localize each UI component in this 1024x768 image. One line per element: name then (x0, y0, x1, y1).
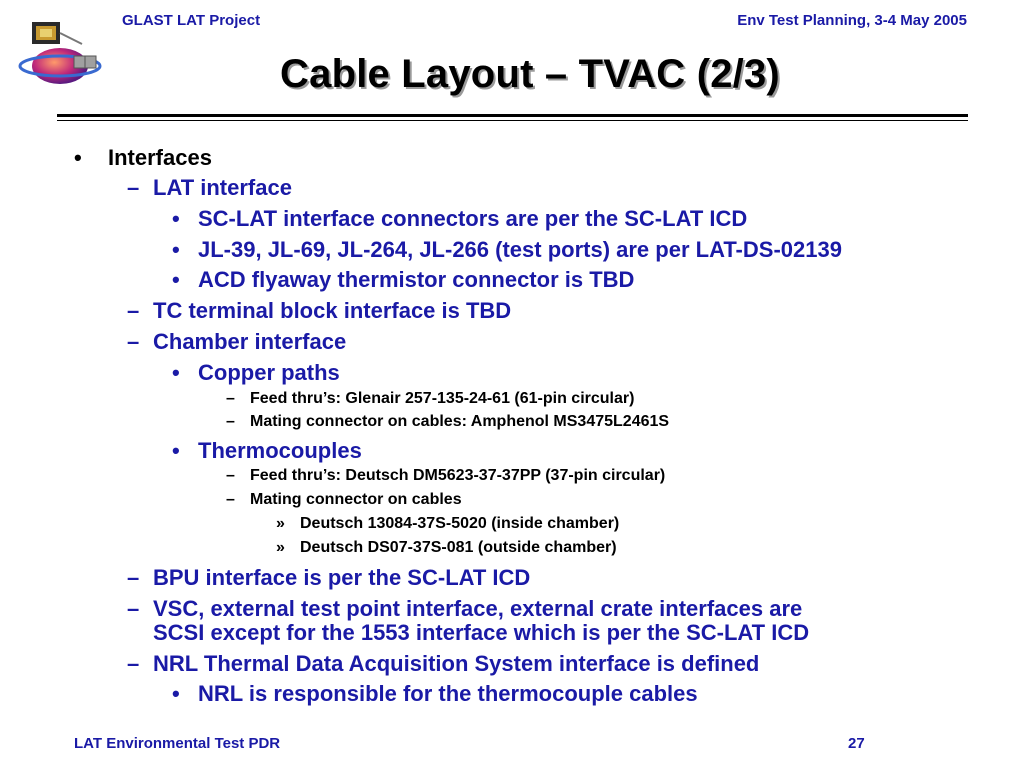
bullet-bpu-interface: BPU interface is per the SC-LAT ICD (153, 565, 531, 590)
bullet-lat-interface: LAT interface (153, 175, 292, 200)
dash-marker: – (127, 565, 140, 590)
bullet-nrl-responsible: NRL is responsible for the thermocouple cables (198, 681, 698, 706)
slide-title: Cable Layout – TVAC (2/3) (280, 52, 780, 96)
bullet-tc-feedthru: Feed thru’s: Deutsch DM5623-37-37PP (37-pin circular) (250, 467, 666, 484)
bullet-marker: • (172, 681, 180, 706)
dash-marker: – (127, 329, 140, 354)
guillemet-marker: » (276, 515, 285, 532)
bullet-tc-terminal: TC terminal block interface is TBD (153, 298, 512, 323)
footer-page-number: 27 (848, 735, 865, 752)
bullet-deutsch-inside: Deutsch 13084-37S-5020 (inside chamber) (300, 515, 620, 532)
bullet-acd-flyaway: ACD flyaway thermistor connector is TBD (198, 267, 635, 292)
bullet-copper-feedthru: Feed thru’s: Glenair 257-135-24-61 (61-pin circular) (250, 390, 635, 407)
bullet-deutsch-outside: Deutsch DS07-37S-081 (outside chamber) (300, 539, 617, 556)
guillemet-marker: » (276, 539, 285, 556)
bullet-jl-ports: JL-39, JL-69, JL-264, JL-266 (test ports) are per LAT-DS-02139 (198, 237, 842, 262)
bullet-copper-paths: Copper paths (198, 360, 340, 385)
bullet-vsc-line1: VSC, external test point interface, external crate interfaces are (153, 596, 803, 621)
header-event-date: Env Test Planning, 3-4 May 2005 (737, 12, 967, 29)
bullet-marker: • (172, 360, 180, 385)
bullet-marker: • (74, 145, 82, 170)
bullet-copper-mating: Mating connector on cables: Amphenol MS3475L2461S (250, 413, 670, 430)
bullet-tc-mating: Mating connector on cables (250, 491, 462, 508)
bullet-marker: • (172, 438, 180, 463)
bullet-sc-lat-connectors: SC-LAT interface connectors are per the SC-LAT ICD (198, 206, 748, 231)
header-project-name: GLAST LAT Project (122, 12, 261, 29)
bullet-marker: • (172, 267, 180, 292)
bullet-thermocouples: Thermocouples (198, 438, 362, 463)
dash-marker: – (127, 651, 140, 676)
dash-marker: – (127, 596, 140, 621)
dash-marker: – (127, 175, 140, 200)
dash-marker: – (226, 390, 235, 407)
bullet-marker: • (172, 206, 180, 231)
bullet-interfaces: Interfaces (108, 145, 212, 170)
dash-marker: – (226, 467, 235, 484)
footer-presentation-name: LAT Environmental Test PDR (74, 735, 281, 752)
bullet-nrl-thermal: NRL Thermal Data Acquisition System interface is defined (153, 651, 760, 676)
bullet-marker: • (172, 237, 180, 262)
dash-marker: – (127, 298, 140, 323)
dash-marker: – (226, 491, 235, 508)
bullet-vsc-line2: SCSI except for the 1553 interface which is per the SC-LAT ICD (153, 620, 810, 645)
bullet-chamber-interface: Chamber interface (153, 329, 347, 354)
dash-marker: – (226, 413, 235, 430)
